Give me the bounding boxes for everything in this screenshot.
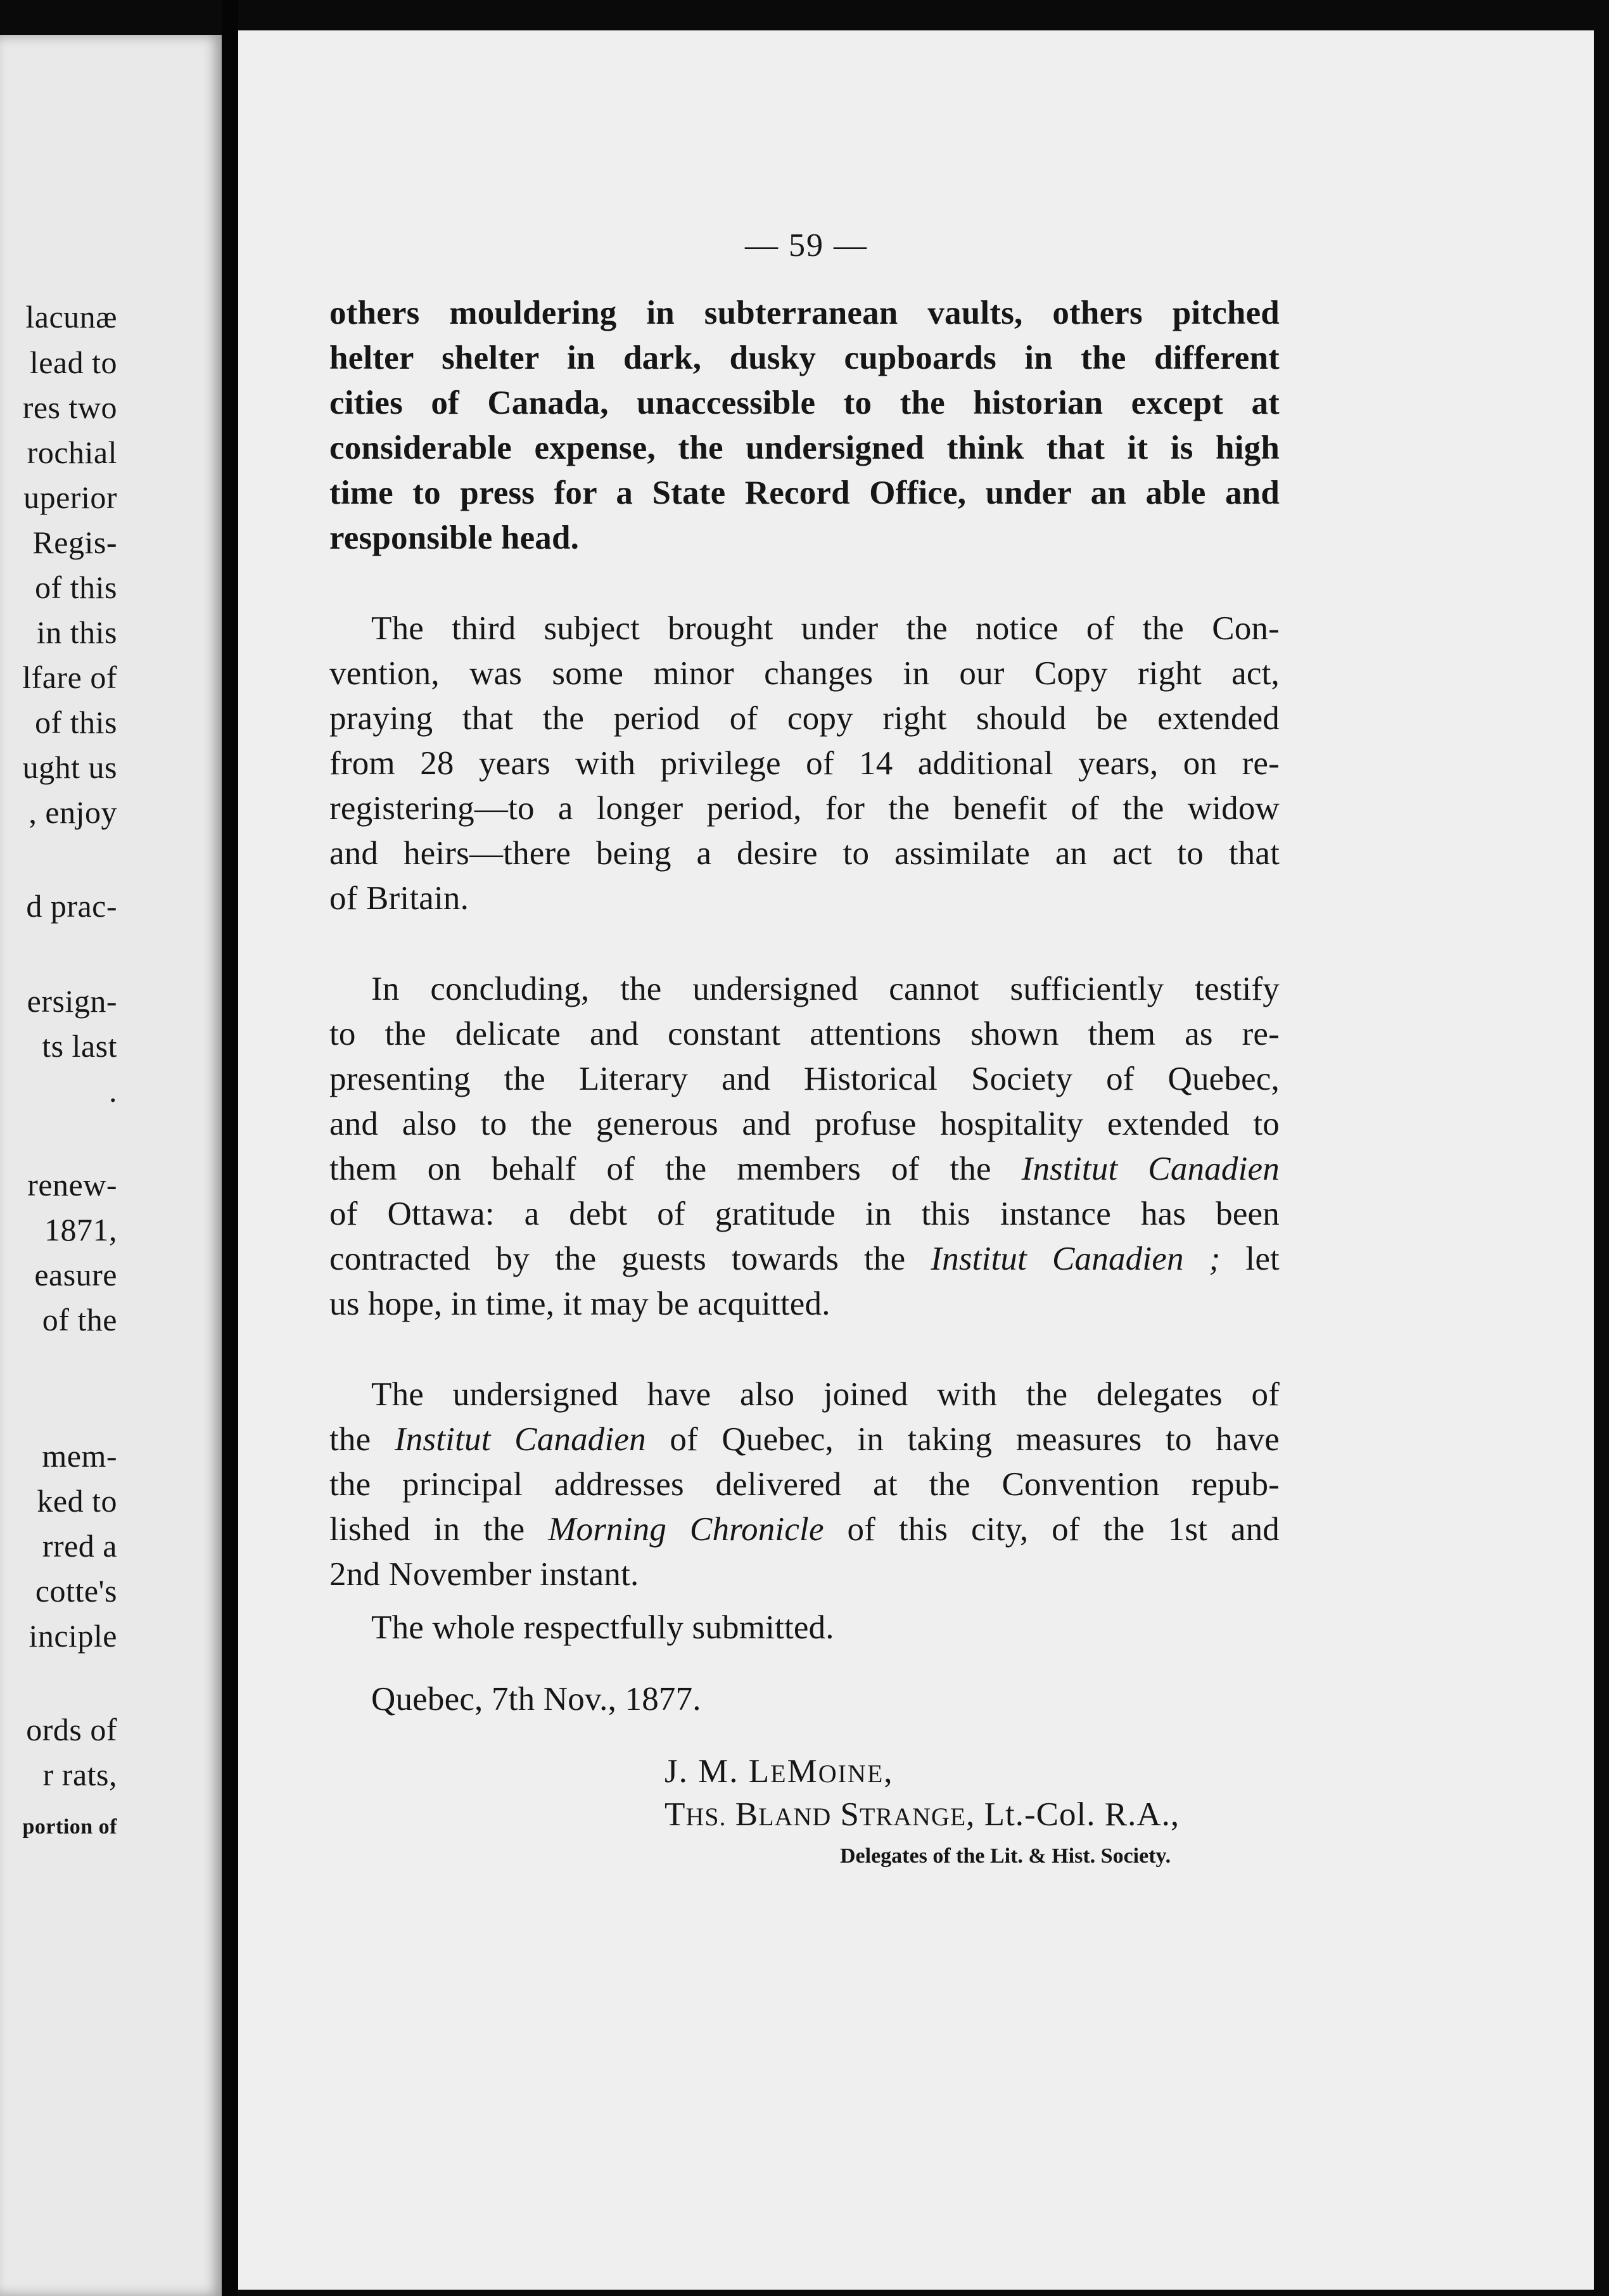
delegates-caption: Delegates of the Lit. & Hist. Society. [840,1844,1171,1868]
sig-text: HS. [685,1802,727,1831]
left-fragment: mem- [42,1438,117,1474]
italic-title: Morning Chronicle [548,1511,824,1548]
paragraph-2-line: praying that the period of copy right should be extended [329,700,1280,737]
sig-text: E [770,1759,787,1788]
closing-line: The whole respectfully submitted. [371,1609,834,1646]
text-span: lished in the [329,1511,549,1548]
left-fragment: 1871, [44,1212,117,1247]
left-fragment: cotte's [35,1573,117,1609]
paragraph-3-line: and also to the generous and profuse hospitality extended to [329,1106,1280,1142]
left-fragment: , enjoy [29,794,117,830]
left-fragment: of the [42,1302,117,1337]
left-fragment: ersign- [27,983,117,1019]
sig-text: J. M. L [665,1753,771,1790]
text-span: of this city, of the 1st and [824,1511,1280,1548]
text-span: them on behalf of the members of the [329,1151,1022,1187]
left-fragment: inciple [29,1618,117,1654]
paragraph-1-line: cities of Canada, unaccessible to the historian except at [329,385,1280,421]
paragraph-2-line: from 28 years with privilege of 14 additional years, on re- [329,745,1280,782]
left-fragment: of this [35,705,117,740]
sig-text: , [884,1753,894,1790]
paragraph-3-line: of Ottawa: a debt of gratitude in this instance has been [329,1196,1280,1232]
sig-text: LAND [758,1802,832,1831]
left-fragment: uperior [23,480,117,515]
paragraph-3-line: presenting the Literary and Historical Society of Quebec, [329,1061,1280,1097]
text-span: let [1220,1240,1280,1277]
left-fragment: ked to [37,1483,117,1519]
left-fragment: Regis- [32,525,117,560]
paragraph-3-line: us hope, in time, it may be acquitted. [329,1285,830,1322]
italic-title: Institut Canadien [1021,1151,1280,1187]
left-fragment: ught us [22,749,117,785]
italic-title: Institut Canadien ; [931,1240,1221,1277]
paragraph-3-line [329,1242,1280,1276]
left-fragment: in this [36,615,117,650]
paragraph-1-line: time to press for a State Record Office, under an able and [329,475,1280,511]
paragraph-4-line: 2nd November instant. [329,1556,639,1593]
left-fragment: ts last [42,1028,117,1064]
place-date: Quebec, 7th Nov., 1877. [371,1681,701,1718]
text-span: the [329,1421,395,1458]
left-fragment: res two [22,390,117,425]
paragraph-1-line: considerable expense, the undersigned think that it is high [329,430,1280,466]
sig-text: S [831,1796,860,1833]
paragraph-2-line: vention, was some minor changes in our Copy right act, [329,655,1280,692]
paragraph-3-line [329,1152,1280,1186]
left-fragment: portion of [22,1815,117,1839]
left-fragment: lacunæ [25,299,117,335]
sig-text: , Lt.-Col. R.A., [966,1796,1180,1833]
left-fragment: d prac- [26,888,117,924]
left-fragment: ords of [26,1712,117,1747]
left-fragment: lfare of [22,660,117,695]
left-fragment: of this [35,570,117,605]
page-59 [238,30,1594,2290]
paragraph-4-line [329,1423,1280,1457]
paragraph-4-line: The undersigned have also joined with the delegates of [371,1376,1280,1413]
italic-title: Institut Canadien [394,1421,646,1458]
sig-text: B [726,1796,759,1833]
paragraph-3-line: In concluding, the undersigned cannot sufficiently testify [371,971,1280,1007]
sig-text: M [787,1753,818,1790]
left-page-strip [0,35,222,2296]
paragraph-2-line: The third subject brought under the notice of the Con- [371,610,1280,647]
sig-text: T [665,1796,686,1833]
paragraph-4-line: the principal addresses delivered at the Convention repub- [329,1466,1280,1503]
sig-text: OINE [818,1759,884,1788]
left-fragment: rred a [42,1528,117,1564]
left-fragment: . [109,1073,117,1109]
left-fragment: renew- [27,1167,117,1202]
signature-lemoine [665,1755,894,1789]
left-fragment: rochial [27,435,117,470]
left-fragment: r rats, [42,1757,117,1792]
paragraph-2-line: and heirs—there being a desire to assimilate an act to that [329,835,1280,872]
text-span: contracted by the guests towards the [329,1240,931,1277]
sig-text: TRANGE [859,1802,967,1831]
paragraph-1-line: helter shelter in dark, dusky cupboards in the different [329,340,1280,376]
paragraph-2-line: of Britain. [329,880,469,917]
paragraph-4-line [329,1513,1280,1547]
page-number: — 59 — [745,227,868,264]
paragraph-2-line: registering—to a longer period, for the benefit of the widow [329,790,1280,827]
left-fragment: easure [34,1257,117,1292]
paragraph-1-line: responsible head. [329,520,580,556]
paragraph-1-line: others mouldering in subterranean vaults, others pitched [329,295,1280,331]
signature-strange [665,1798,1180,1832]
text-span: of Quebec, in taking measures to have [646,1421,1280,1458]
left-fragment: lead to [29,345,117,380]
paragraph-3-line: to the delicate and constant attentions shown them as re- [329,1016,1280,1052]
book-gutter [222,0,238,2296]
